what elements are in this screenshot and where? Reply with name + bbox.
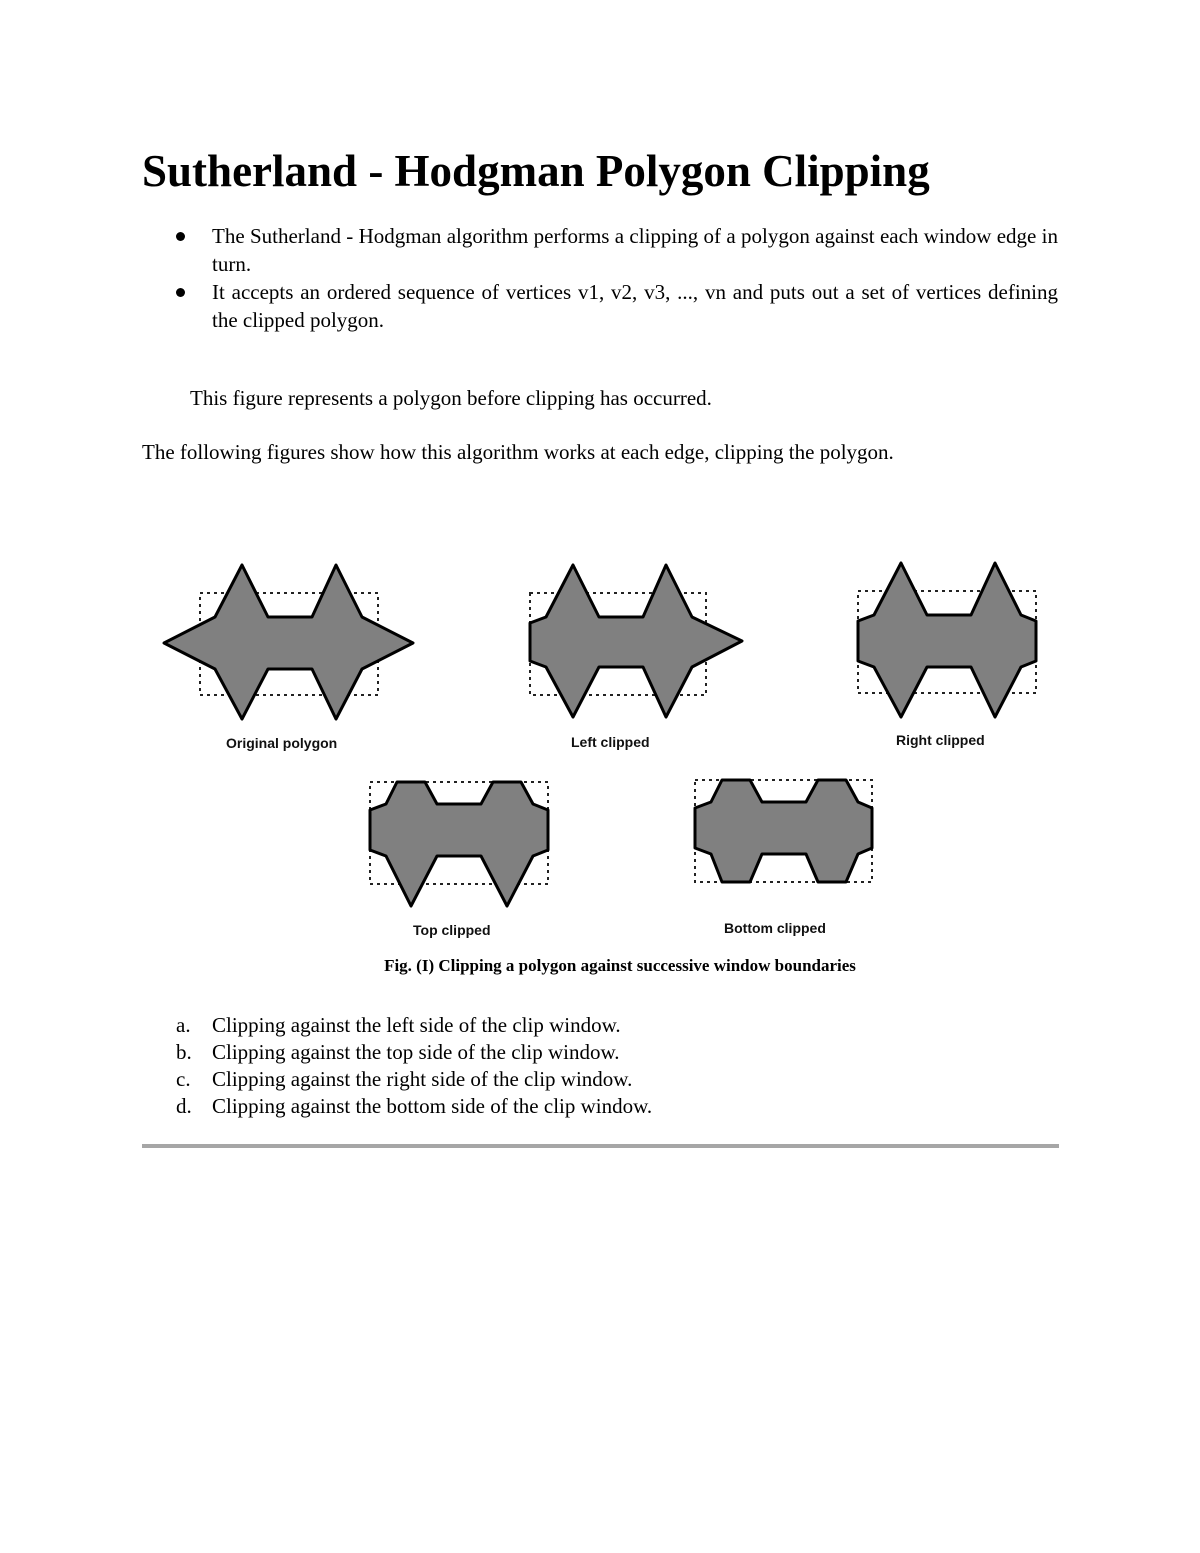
bullet-icon bbox=[176, 288, 185, 297]
polygon-right-clipped bbox=[858, 563, 1036, 717]
clipping-figure bbox=[140, 535, 1060, 985]
figure-caption: Fig. (I) Clipping a polygon against successive window boundaries bbox=[384, 956, 856, 975]
polygon-bottom-clipped bbox=[695, 780, 872, 882]
page-title: Sutherland - Hodgman Polygon Clipping bbox=[142, 146, 930, 196]
step-marker: c. bbox=[176, 1067, 191, 1091]
steps-list bbox=[142, 1012, 652, 1120]
bullet-item bbox=[142, 222, 1058, 278]
step-text: Clipping against the left side of the clip window. bbox=[212, 1013, 621, 1037]
step-text: Clipping against the top side of the clip window. bbox=[212, 1040, 620, 1064]
horizontal-rule bbox=[142, 1144, 1059, 1148]
bullet-text: The Sutherland - Hodgman algorithm performs a clipping of a polygon against each window edge in turn. bbox=[212, 224, 1058, 276]
step-item bbox=[142, 1093, 652, 1120]
label-original-polygon: Original polygon bbox=[226, 735, 338, 751]
figure-intro-paragraph: This figure represents a polygon before clipping has occurred. bbox=[190, 386, 712, 410]
step-item bbox=[142, 1039, 652, 1066]
label-bottom-clipped: Bottom clipped bbox=[724, 920, 826, 936]
step-marker: d. bbox=[176, 1094, 192, 1118]
step-marker: b. bbox=[176, 1040, 192, 1064]
bullet-list bbox=[142, 222, 1058, 334]
bullet-item bbox=[142, 278, 1058, 334]
step-item bbox=[142, 1066, 652, 1093]
bullet-icon bbox=[176, 232, 185, 241]
step-marker: a. bbox=[176, 1013, 191, 1037]
label-right-clipped: Right clipped bbox=[896, 732, 985, 748]
label-left-clipped: Left clipped bbox=[571, 734, 650, 750]
following-paragraph: The following figures show how this algorithm works at each edge, clipping the polygon. bbox=[142, 440, 894, 464]
step-text: Clipping against the bottom side of the clip window. bbox=[212, 1094, 653, 1118]
polygon-top-clipped bbox=[370, 782, 548, 906]
polygon-left-clipped bbox=[530, 565, 742, 717]
label-top-clipped: Top clipped bbox=[413, 922, 491, 938]
bullet-text: It accepts an ordered sequence of vertices v1, v2, v3, ..., vn and puts out a set of vertices defining the clipped polygon. bbox=[212, 280, 1058, 332]
step-text: Clipping against the right side of the clip window. bbox=[212, 1067, 633, 1091]
step-item bbox=[142, 1012, 652, 1039]
